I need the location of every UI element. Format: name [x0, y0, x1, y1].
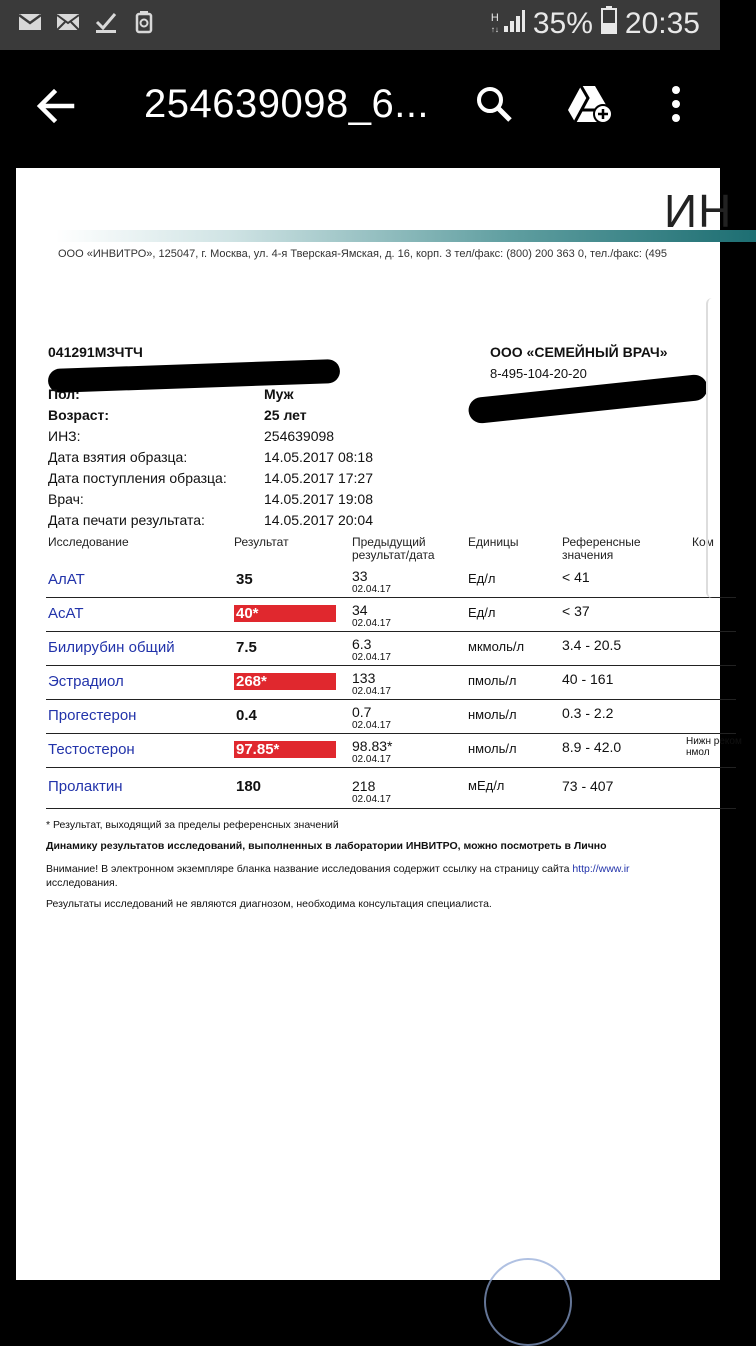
redaction-mark [467, 374, 708, 425]
test-link[interactable]: Билирубин общий [48, 639, 175, 656]
reference-range: 3.4 - 20.5 [562, 637, 622, 653]
site-link[interactable]: http://www.ir [572, 863, 630, 875]
header-comment: Ком [692, 535, 714, 549]
redaction-mark [48, 359, 341, 393]
info-value: Муж [264, 386, 294, 402]
reference-range: 40 - 161 [562, 671, 614, 687]
check-icon [94, 10, 118, 34]
prev-result: 6.3 [352, 636, 372, 652]
disclaimer: Результаты исследований не являются диагнозом, необходима консультация специалиста. [46, 898, 492, 910]
search-icon[interactable] [470, 80, 518, 128]
reference-range: < 41 [562, 569, 590, 585]
status-bar [0, 0, 720, 50]
reference-range: 8.9 - 42.0 [562, 739, 622, 755]
info-label: ИНЗ: [48, 428, 81, 444]
header-test: Исследование [48, 535, 129, 549]
clinic-phone: 8-495-104-20-20 [490, 366, 587, 381]
patient-id: 041291МЗЧТЧ [48, 344, 143, 360]
info-label: Дата взятия образца: [48, 449, 188, 465]
back-arrow-icon[interactable] [34, 84, 78, 128]
network-type: H ↑↓ [490, 12, 499, 34]
result-value: 180 [236, 778, 262, 795]
test-link[interactable]: Тестостерон [48, 741, 135, 758]
table-row [46, 598, 736, 632]
result-value-flagged: 268* [234, 673, 336, 690]
table-row [46, 734, 742, 768]
prev-date: 02.04.17 [352, 720, 391, 731]
brand-bar [56, 230, 756, 242]
clock: 20:35 [624, 7, 700, 40]
unit: нмоль/л [468, 741, 517, 756]
table-row [46, 632, 736, 666]
prev-date: 02.04.17 [352, 618, 391, 629]
unit: мкмоль/л [468, 639, 525, 654]
prev-date: 02.04.17 [352, 686, 391, 697]
attention-text: Внимание! В электронном экземпляре бланка название исследования содержит ссылку на страницу сайта [46, 863, 570, 875]
result-value-flagged: 97.85* [234, 741, 336, 758]
header-prev-2: результат/дата [352, 548, 435, 562]
document-title: 254639098_6... [144, 82, 430, 126]
unit: мЕд/л [468, 778, 505, 793]
unit: Ед/л [468, 571, 496, 586]
battery-percent: 35% [532, 7, 593, 40]
info-value: 14.05.2017 19:08 [264, 491, 373, 507]
info-label: Дата поступления образца: [48, 470, 227, 486]
recycle-icon [132, 10, 156, 34]
reference-range: 73 - 407 [562, 778, 614, 794]
table-row [46, 768, 736, 809]
document-page[interactable] [16, 168, 742, 1280]
unit: пмоль/л [468, 673, 517, 688]
info-label: Дата печати результата: [48, 512, 205, 528]
more-vert-icon[interactable] [652, 80, 700, 128]
dynamics-note: Динамику результатов исследований, выполненных в лаборатории ИНВИТРО, можно посмотреть в Лично [46, 840, 607, 852]
attention-note [46, 863, 630, 875]
test-link[interactable]: АлАТ [48, 571, 85, 588]
table-row [46, 666, 736, 700]
brand-logo: ИН [664, 185, 733, 237]
header-ref: Референсные [562, 535, 641, 549]
info-value: 25 лет [264, 407, 307, 423]
header-prev: Предыдущий [352, 535, 426, 549]
lab-stamp [484, 1258, 572, 1346]
signal-icon [503, 7, 525, 41]
info-value: 14.05.2017 17:27 [264, 470, 373, 486]
table-row [46, 700, 736, 734]
result-value-flagged: 40* [234, 605, 336, 622]
info-label: Врач: [48, 491, 84, 507]
result-value: 0.4 [236, 707, 257, 724]
clinic-name: ООО «СЕМЕЙНЫЙ ВРАЧ» [490, 344, 668, 360]
prev-result: 0.7 [352, 704, 372, 720]
header-units: Единицы [468, 535, 519, 549]
test-link[interactable]: Пролактин [48, 778, 123, 795]
attention-note-2: исследования. [46, 877, 118, 889]
reference-range: < 37 [562, 603, 590, 619]
header-result: Результат [234, 535, 289, 549]
prev-result: 33 [352, 568, 368, 584]
test-link[interactable]: Прогестерон [48, 707, 137, 724]
info-value: 14.05.2017 20:04 [264, 512, 373, 528]
reference-range: 0.3 - 2.2 [562, 705, 614, 721]
prev-result: 218 [352, 778, 376, 794]
header-ref-2: значения [562, 548, 614, 562]
test-link[interactable]: Эстрадиол [48, 673, 124, 690]
info-label: Пол: [48, 386, 80, 402]
mail-icon [56, 10, 80, 34]
prev-date: 02.04.17 [352, 754, 391, 765]
prev-date: 02.04.17 [352, 584, 391, 595]
prev-date: 02.04.17 [352, 652, 391, 663]
app-toolbar [0, 50, 720, 168]
unit: нмоль/л [468, 707, 517, 722]
comment: Нижн реком нмол [686, 736, 742, 758]
result-value: 35 [236, 571, 253, 588]
footnote: * Результат, выходящий за пределы референсных значений [46, 819, 339, 831]
prev-result: 133 [352, 670, 376, 686]
prev-result: 98.83* [352, 738, 393, 754]
info-label: Возраст: [48, 407, 110, 423]
prev-result: 34 [352, 602, 368, 618]
info-value: 254639098 [264, 428, 335, 444]
info-value: 14.05.2017 08:18 [264, 449, 373, 465]
prev-date: 02.04.17 [352, 794, 391, 805]
battery-icon [601, 6, 617, 42]
lab-address: ООО «ИНВИТРО», 125047, г. Москва, ул. 4-я Тверская-Ямская, д. 16, корп. 3 тел/факс: (800) 200 363 0, тел./факс: (495 [58, 248, 667, 260]
table-row [46, 564, 736, 598]
drive-add-icon[interactable] [566, 80, 614, 128]
test-link[interactable]: АсАТ [48, 605, 84, 622]
result-value: 7.5 [236, 639, 257, 656]
page-edge [706, 298, 718, 598]
unit: Ед/л [468, 605, 496, 620]
gmail-icon [18, 10, 42, 34]
